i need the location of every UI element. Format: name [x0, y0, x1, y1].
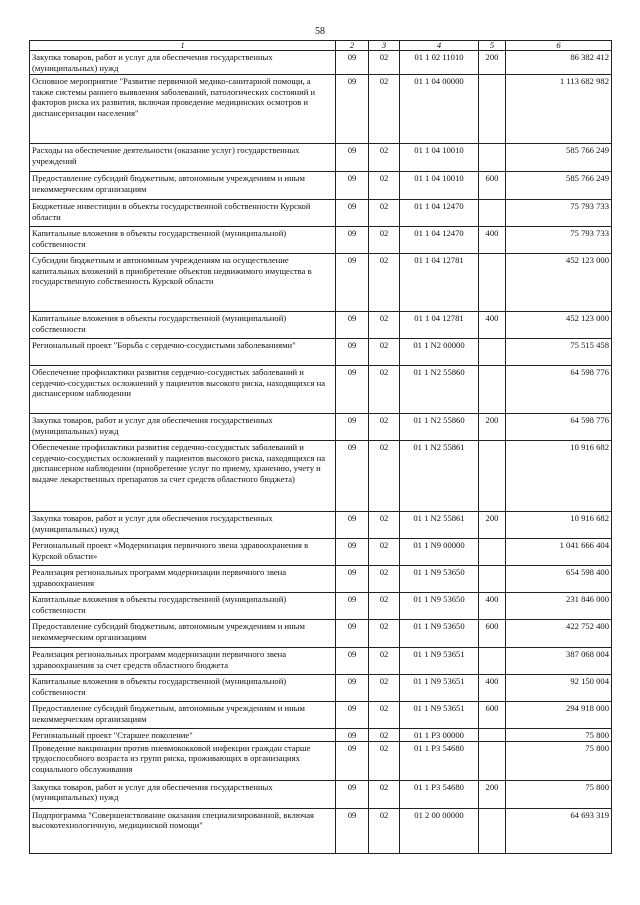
row-section-cell: 09	[336, 75, 369, 144]
row-amount-cell: 452 123 000	[506, 254, 612, 312]
row-subsection-cell: 02	[369, 75, 400, 144]
row-name-cell: Обеспечение профилактики развития сердечно-сосудистых заболеваний и сердечно-сосудистых осложнений у пациентов высокого риска, находящихся на диспансерном наблюдении (приобретение услуг по приему, хранению, учету и выдаче лекарственных препаратов за счет средств областного бюджета)	[30, 441, 336, 512]
row-name-cell: Региональный проект «Модернизация первичного звена здравоохранения в Курской области»	[30, 539, 336, 566]
row-section-cell: 09	[336, 200, 369, 227]
row-target-article-cell: 01 1 04 10010	[400, 144, 479, 172]
row-name-cell: Проведение вакцинации против пневмококковой инфекции граждан старше трудоспособного возраста из групп риска, проживающих в организациях социального обслуживания	[30, 741, 336, 780]
table-row	[30, 441, 612, 512]
row-amount-cell: 92 150 004	[506, 675, 612, 702]
row-amount-cell: 1 113 682 982	[506, 75, 612, 144]
row-expense-type-cell: 600	[479, 172, 506, 200]
row-expense-type-cell	[479, 441, 506, 512]
row-section-cell: 09	[336, 227, 369, 254]
row-section-cell: 09	[336, 254, 369, 312]
header-col-5: 5	[479, 41, 506, 51]
row-section-cell: 09	[336, 51, 369, 75]
row-subsection-cell: 02	[369, 620, 400, 648]
row-subsection-cell: 02	[369, 648, 400, 675]
row-amount-cell: 10 916 682	[506, 512, 612, 539]
row-name-cell: Предоставление субсидий бюджетным, автономным учреждениям и иным некоммерческим организациям	[30, 620, 336, 648]
row-target-article-cell: 01 1 N9 00000	[400, 539, 479, 566]
row-subsection-cell: 02	[369, 702, 400, 729]
row-amount-cell: 75 515 458	[506, 339, 612, 366]
row-name-cell: Подпрограмма "Совершенствование оказания специализированной, включая высокотехнологичную, медицинской помощи"	[30, 808, 336, 853]
row-name-cell: Основное мероприятие "Развитие первичной медико-санитарной помощи, а также системы раннего выявления заболеваний, патологических состояний и факторов риска их развития, включая проведение медицинских осмотров и диспансеризации населения"	[30, 75, 336, 144]
row-section-cell: 09	[336, 566, 369, 593]
row-amount-cell: 86 382 412	[506, 51, 612, 75]
header-col-1: 1	[30, 41, 336, 51]
row-expense-type-cell	[479, 808, 506, 853]
row-subsection-cell: 02	[369, 200, 400, 227]
row-expense-type-cell: 200	[479, 512, 506, 539]
row-expense-type-cell: 400	[479, 675, 506, 702]
row-amount-cell: 10 916 682	[506, 441, 612, 512]
row-expense-type-cell: 600	[479, 702, 506, 729]
table-row	[30, 539, 612, 566]
row-name-cell: Предоставление субсидий бюджетным, автономным учреждениям и иным некоммерческим организациям	[30, 172, 336, 200]
row-expense-type-cell	[479, 75, 506, 144]
row-expense-type-cell: 200	[479, 414, 506, 441]
table-header-row	[30, 41, 612, 51]
table-row	[30, 729, 612, 742]
row-amount-cell: 654 598 400	[506, 566, 612, 593]
table-row	[30, 144, 612, 172]
row-expense-type-cell	[479, 254, 506, 312]
row-target-article-cell: 01 1 N2 55861	[400, 441, 479, 512]
table-row	[30, 339, 612, 366]
row-expense-type-cell: 200	[479, 51, 506, 75]
row-name-cell: Капитальные вложения в объекты государственной (муниципальной) собственности	[30, 227, 336, 254]
header-col-3: 3	[369, 41, 400, 51]
table-row	[30, 675, 612, 702]
row-target-article-cell: 01 1 N2 55860	[400, 366, 479, 414]
row-subsection-cell: 02	[369, 366, 400, 414]
row-amount-cell: 64 598 776	[506, 366, 612, 414]
row-amount-cell: 585 766 249	[506, 172, 612, 200]
row-expense-type-cell: 400	[479, 227, 506, 254]
row-section-cell: 09	[336, 339, 369, 366]
row-target-article-cell: 01 1 N2 55861	[400, 512, 479, 539]
row-target-article-cell: 01 1 04 00000	[400, 75, 479, 144]
row-name-cell: Предоставление субсидий бюджетным, автономным учреждениям и иным некоммерческим организациям	[30, 702, 336, 729]
row-amount-cell: 75 800	[506, 741, 612, 780]
table-row	[30, 51, 612, 75]
row-name-cell: Закупка товаров, работ и услуг для обеспечения государственных (муниципальных) нужд	[30, 512, 336, 539]
row-target-article-cell: 01 1 P3 54680	[400, 780, 479, 808]
row-target-article-cell: 01 1 04 12781	[400, 312, 479, 339]
row-target-article-cell: 01 1 04 10010	[400, 172, 479, 200]
row-expense-type-cell: 600	[479, 620, 506, 648]
table-row	[30, 780, 612, 808]
row-name-cell: Закупка товаров, работ и услуг для обеспечения государственных (муниципальных) нужд	[30, 780, 336, 808]
row-section-cell: 09	[336, 648, 369, 675]
row-expense-type-cell	[479, 566, 506, 593]
header-col-6: 6	[506, 41, 612, 51]
row-subsection-cell: 02	[369, 729, 400, 742]
row-subsection-cell: 02	[369, 741, 400, 780]
row-section-cell: 09	[336, 172, 369, 200]
row-section-cell: 09	[336, 539, 369, 566]
row-name-cell: Закупка товаров, работ и услуг для обеспечения государственных (муниципальных) нужд	[30, 414, 336, 441]
row-section-cell: 09	[336, 512, 369, 539]
row-subsection-cell: 02	[369, 414, 400, 441]
row-section-cell: 09	[336, 780, 369, 808]
row-name-cell: Капитальные вложения в объекты государственной (муниципальной) собственности	[30, 675, 336, 702]
row-target-article-cell: 01 1 N2 00000	[400, 339, 479, 366]
page-number: 58	[315, 26, 325, 37]
row-name-cell: Региональный проект "Старшее поколение"	[30, 729, 336, 742]
row-subsection-cell: 02	[369, 312, 400, 339]
row-name-cell: Расходы на обеспечение деятельности (оказание услуг) государственных учреждений	[30, 144, 336, 172]
row-subsection-cell: 02	[369, 675, 400, 702]
row-subsection-cell: 02	[369, 172, 400, 200]
row-amount-cell: 75 800	[506, 780, 612, 808]
row-section-cell: 09	[336, 144, 369, 172]
table-row	[30, 75, 612, 144]
row-subsection-cell: 02	[369, 780, 400, 808]
budget-table	[29, 40, 612, 854]
row-section-cell: 09	[336, 312, 369, 339]
row-section-cell: 09	[336, 702, 369, 729]
row-subsection-cell: 02	[369, 254, 400, 312]
row-name-cell: Закупка товаров, работ и услуг для обеспечения государственных (муниципальных) нужд	[30, 51, 336, 75]
row-target-article-cell: 01 1 04 12470	[400, 227, 479, 254]
row-section-cell: 09	[336, 675, 369, 702]
row-subsection-cell: 02	[369, 808, 400, 853]
row-section-cell: 09	[336, 593, 369, 620]
row-amount-cell: 64 598 776	[506, 414, 612, 441]
row-expense-type-cell	[479, 366, 506, 414]
row-amount-cell: 64 693 319	[506, 808, 612, 853]
row-target-article-cell: 01 2 00 00000	[400, 808, 479, 853]
table-row	[30, 808, 612, 853]
row-amount-cell: 75 793 733	[506, 200, 612, 227]
row-name-cell: Региональный проект "Борьба с сердечно-сосудистыми заболеваниями"	[30, 339, 336, 366]
row-expense-type-cell	[479, 339, 506, 366]
row-name-cell: Бюджетные инвестиции в объекты государственной собственности Курской области	[30, 200, 336, 227]
row-amount-cell: 452 123 000	[506, 312, 612, 339]
table-row	[30, 200, 612, 227]
row-target-article-cell: 01 1 N9 53650	[400, 566, 479, 593]
row-target-article-cell: 01 1 P3 00000	[400, 729, 479, 742]
table-row	[30, 512, 612, 539]
row-subsection-cell: 02	[369, 339, 400, 366]
header-col-4: 4	[400, 41, 479, 51]
row-expense-type-cell	[479, 539, 506, 566]
row-subsection-cell: 02	[369, 539, 400, 566]
row-subsection-cell: 02	[369, 593, 400, 620]
row-name-cell: Реализация региональных программ модернизации первичного звена здравоохранения	[30, 566, 336, 593]
header-col-2: 2	[336, 41, 369, 51]
row-expense-type-cell	[479, 648, 506, 675]
table-row	[30, 227, 612, 254]
row-name-cell: Обеспечение профилактики развития сердечно-сосудистых заболеваний и сердечно-сосудистых осложнений у пациентов высокого риска, находящихся на диспансерном наблюдении	[30, 366, 336, 414]
row-expense-type-cell	[479, 200, 506, 227]
row-expense-type-cell	[479, 729, 506, 742]
table-row	[30, 648, 612, 675]
table-row	[30, 414, 612, 441]
row-section-cell: 09	[336, 414, 369, 441]
row-amount-cell: 231 846 000	[506, 593, 612, 620]
row-section-cell: 09	[336, 366, 369, 414]
row-amount-cell: 294 918 000	[506, 702, 612, 729]
row-target-article-cell: 01 1 N9 53651	[400, 675, 479, 702]
row-target-article-cell: 01 1 04 12781	[400, 254, 479, 312]
row-amount-cell: 585 766 249	[506, 144, 612, 172]
table-row	[30, 566, 612, 593]
row-name-cell: Капитальные вложения в объекты государственной (муниципальной) собственности	[30, 593, 336, 620]
row-expense-type-cell	[479, 144, 506, 172]
row-amount-cell: 75 800	[506, 729, 612, 742]
row-expense-type-cell: 200	[479, 780, 506, 808]
row-amount-cell: 387 068 004	[506, 648, 612, 675]
row-section-cell: 09	[336, 741, 369, 780]
row-subsection-cell: 02	[369, 227, 400, 254]
table-row	[30, 702, 612, 729]
row-subsection-cell: 02	[369, 144, 400, 172]
table-row	[30, 741, 612, 780]
row-subsection-cell: 02	[369, 441, 400, 512]
row-subsection-cell: 02	[369, 512, 400, 539]
table-row	[30, 172, 612, 200]
row-target-article-cell: 01 1 P3 54680	[400, 741, 479, 780]
row-target-article-cell: 01 1 N2 55860	[400, 414, 479, 441]
table-row	[30, 254, 612, 312]
row-name-cell: Субсидии бюджетным и автономным учреждениям на осуществление капитальных вложений в приобретение объектов недвижимого имущества в государственную собственность Курской области	[30, 254, 336, 312]
row-expense-type-cell: 400	[479, 312, 506, 339]
row-subsection-cell: 02	[369, 566, 400, 593]
row-target-article-cell: 01 1 04 12470	[400, 200, 479, 227]
row-section-cell: 09	[336, 620, 369, 648]
row-expense-type-cell	[479, 741, 506, 780]
row-target-article-cell: 01 1 N9 53651	[400, 648, 479, 675]
row-section-cell: 09	[336, 808, 369, 853]
row-section-cell: 09	[336, 441, 369, 512]
row-target-article-cell: 01 1 02 11010	[400, 51, 479, 75]
row-expense-type-cell: 400	[479, 593, 506, 620]
row-target-article-cell: 01 1 N9 53650	[400, 620, 479, 648]
table-row	[30, 366, 612, 414]
table-row	[30, 312, 612, 339]
row-section-cell: 09	[336, 729, 369, 742]
row-name-cell: Капитальные вложения в объекты государственной (муниципальной) собственности	[30, 312, 336, 339]
row-name-cell: Реализация региональных программ модернизации первичного звена здравоохранения за счет средств областного бюджета	[30, 648, 336, 675]
table-row	[30, 593, 612, 620]
row-amount-cell: 75 793 733	[506, 227, 612, 254]
row-subsection-cell: 02	[369, 51, 400, 75]
table-row	[30, 620, 612, 648]
row-amount-cell: 422 752 400	[506, 620, 612, 648]
row-target-article-cell: 01 1 N9 53651	[400, 702, 479, 729]
row-amount-cell: 1 041 666 404	[506, 539, 612, 566]
row-target-article-cell: 01 1 N9 53650	[400, 593, 479, 620]
